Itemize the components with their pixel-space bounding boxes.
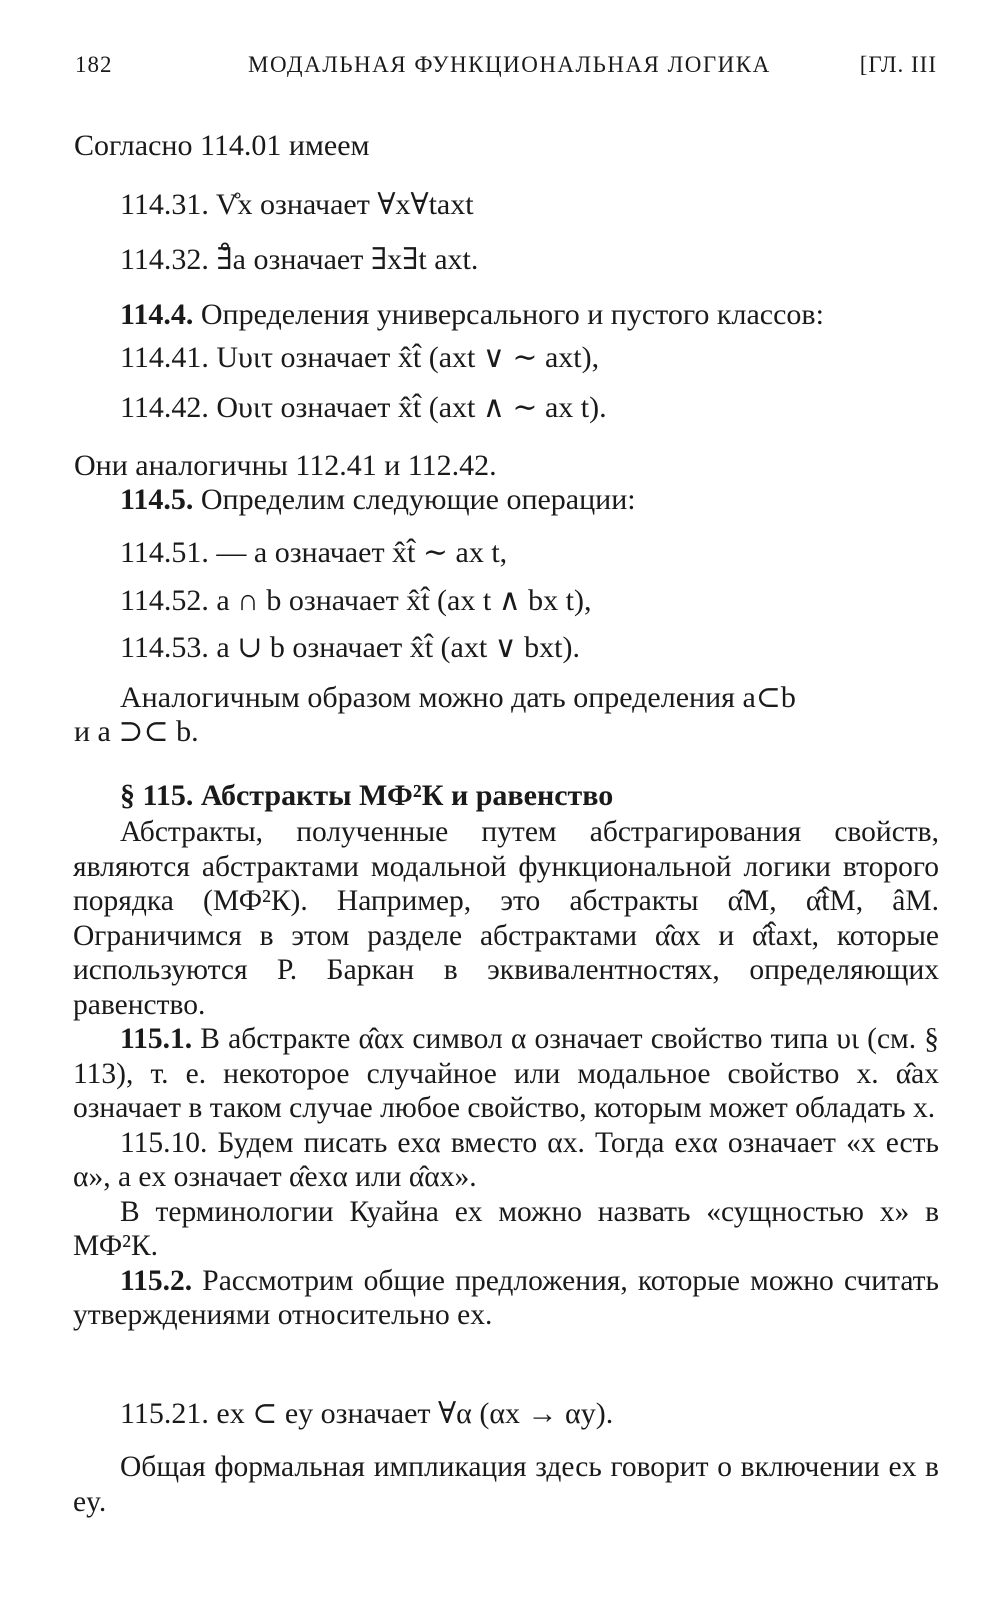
page-number: 182: [75, 52, 113, 77]
formula-114-41: 114.41. Uυιτ означает x̂t̂ (axt ∨ ∼ axt),: [120, 341, 600, 374]
analogy-line: Они аналогичны 112.41 и 112.42.: [74, 449, 497, 482]
running-title: МОДАЛЬНАЯ ФУНКЦИОНАЛЬНАЯ ЛОГИКА: [248, 52, 771, 77]
paragraph-115-1: [73, 1022, 939, 1126]
analogy-paragraph-line1: Аналогичным образом можно дать определения a⊂b: [120, 681, 796, 714]
item-number: 115.1.: [120, 1023, 193, 1055]
formula-114-31: 114.31. V̊x означает ∀x∀taxt: [120, 188, 474, 221]
section-heading: § 115. Абстракты МФ²К и равенство: [120, 779, 614, 812]
item-text: Определим следующие операции:: [200, 483, 636, 516]
item-text: В абстракте α̂αx символ α означает свойство типа υι (см. § 113), т. е. некоторое случайное или модальное свойство x. α̂ax означает в таком случае любое свойство, которым может обладать x.: [73, 1023, 939, 1124]
formula-114-32: 114.32. ∃̊a означает ∃x∃t axt.: [120, 243, 479, 276]
analogy-paragraph-line2: и a ⊃⊂ b.: [74, 715, 199, 748]
paragraph-115-10: 115.10. Будем писать exα вместо αx. Тогда exα означает «x есть α», а ex означает α̂exα или α̂αx».: [73, 1126, 939, 1193]
item-number: 115.2.: [120, 1264, 193, 1297]
item-text: Определения универсального и пустого классов:: [200, 298, 824, 331]
item-number: 114.4.: [120, 298, 194, 331]
paragraph-abstracts: Абстракты, полученные путем абстрагирования свойств, являются абстрактами модальной функциональной логики второго порядка (МФ²К). Например, это абстракты α̂M, α̂t̂M, âM. Ограничимся в этом разделе абстрактами α̂αx и α̂t̂axt, которые используются Р. Баркан в эквивалентностях, определяющих равенство.: [73, 816, 939, 1021]
definition-114-5: [120, 482, 636, 518]
formula-115-21: 115.21. ex ⊂ ey означает ∀α (αx → αy).: [120, 1397, 614, 1430]
formula-114-52: 114.52. a ∩ b означает x̂t̂ (ax t ∧ bx t),: [120, 584, 592, 617]
paragraph-115-2: [73, 1264, 939, 1333]
body-text: [73, 815, 939, 1333]
intro-line: Согласно 114.01 имеем: [74, 129, 370, 162]
paragraph-quine: В терминологии Куайна ex можно назвать «сущностью x» в МФ²К.: [73, 1195, 939, 1262]
definition-114-4: [120, 297, 824, 333]
closing-paragraph: [73, 1450, 939, 1519]
formula-114-53: 114.53. a ∪ b означает x̂t̂ (axt ∨ bxt).: [120, 631, 580, 664]
formula-114-42: 114.42. Oυιτ означает x̂t̂ (axt ∧ ∼ ax t).: [120, 391, 607, 424]
chapter-label: [ГЛ. III: [859, 52, 937, 77]
formula-114-51: 114.51. — a означает x̂t̂ ∼ ax t,: [120, 536, 508, 569]
item-number: 114.5.: [120, 483, 194, 516]
running-header: [75, 52, 937, 88]
item-text: Рассмотрим общие предложения, которые можно считать утверждениями относительно ex.: [73, 1264, 940, 1331]
closing-text: Общая формальная импликация здесь говорит о включении ex в ey.: [73, 1451, 939, 1518]
